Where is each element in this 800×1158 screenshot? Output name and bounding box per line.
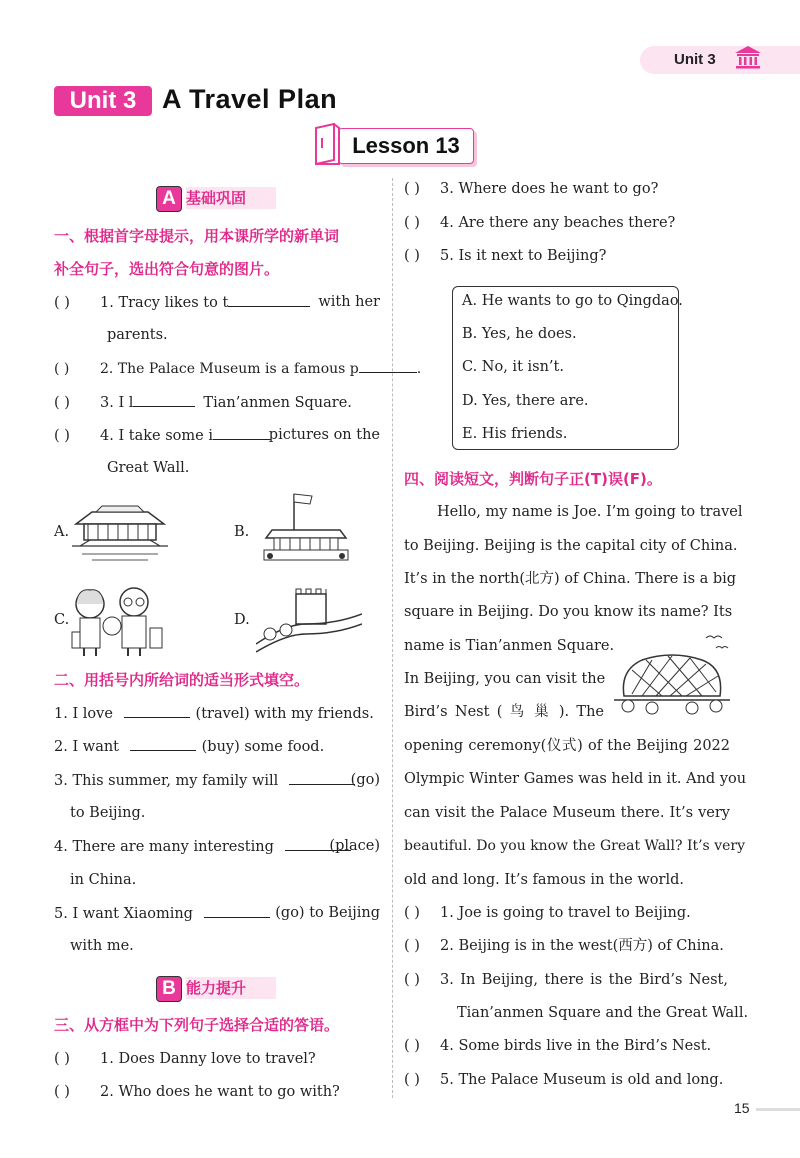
family-travel-image — [70, 584, 166, 660]
passage-line-8: opening ceremony(仪式) of the Beijing 2022 — [404, 738, 730, 754]
answer-paren[interactable]: ( ) — [404, 181, 420, 197]
passage-line-11: beautiful. Do you know the Great Wall? It’s very — [404, 838, 745, 854]
fill-blank[interactable] — [130, 736, 196, 751]
answer-paren[interactable]: ( ) — [404, 215, 420, 231]
part4-s2: ( ) 2. Beijing is in the west(西方) of China. — [404, 938, 724, 954]
part1-q4: ( ) 4. I take some i pictures on the — [54, 427, 380, 444]
part2-heading: 二、用括号内所给词的适当形式填空。 — [54, 671, 310, 689]
part1-q3: ( ) 3. I l Tian’anmen Square. — [54, 392, 352, 413]
unit-badge: Unit 3 — [54, 86, 152, 116]
birds-nest-image — [612, 630, 732, 722]
passage-line-12: old and long. It’s famous in the world. — [404, 872, 684, 888]
answer-paren[interactable]: ( ) — [404, 1072, 420, 1088]
part2-q3: 3. This summer, my family will (go) — [54, 772, 380, 789]
part2-q4-cont: in China. — [70, 872, 137, 888]
part4-s1: ( ) 1. Joe is going to travel to Beijing. — [404, 905, 691, 921]
option-a: A. He wants to go to Qingdao. — [462, 293, 683, 309]
part3-q4: ( ) 4. Are there any beaches there? — [404, 215, 676, 231]
part4-s3: ( ) 3. In Beijing, there is the Bird’s Nest, — [404, 972, 728, 988]
passage-line-10: can visit the Palace Museum there. It’s very — [404, 805, 730, 821]
great-wall-image — [256, 584, 362, 656]
answer-paren[interactable]: ( ) — [404, 1038, 420, 1054]
part2-q5-cont: with me. — [70, 938, 134, 954]
part2-q1: 1. I love (travel) with my friends. — [54, 703, 374, 724]
answer-paren[interactable]: ( ) — [54, 1084, 70, 1100]
part3-q5: ( ) 5. Is it next to Beijing? — [404, 248, 607, 264]
answer-paren[interactable]: ( ) — [404, 905, 420, 921]
fill-blank[interactable] — [124, 703, 190, 718]
fill-blank[interactable] — [359, 358, 417, 373]
section-a-label: 基础巩固 — [186, 187, 276, 209]
part1-q1-cont: parents. — [107, 327, 168, 343]
picture-label-d: D. — [234, 612, 250, 628]
passage-line-3: It’s in the north(北方) of China. There is a big — [404, 571, 737, 587]
answer-paren[interactable]: ( ) — [54, 428, 70, 444]
answer-paren[interactable]: ( ) — [54, 395, 70, 411]
section-a-letter: A — [156, 186, 182, 212]
part3-q3: ( ) 3. Where does he want to go? — [404, 181, 659, 197]
picture-label-c: C. — [54, 612, 70, 628]
part3-heading: 三、从方框中为下列句子选择合适的答语。 — [54, 1016, 340, 1034]
part2-q5: 5. I want Xiaoming (go) to Beijing — [54, 905, 380, 922]
fill-blank[interactable] — [289, 770, 355, 785]
passage-line-2: to Beijing. Beijing is the capital city of China. — [404, 538, 738, 554]
part4-s3-cont: Tian’anmen Square and the Great Wall. — [457, 1005, 749, 1021]
tiananmen-square-image — [256, 490, 356, 566]
part3-q1: ( ) 1. Does Danny love to travel? — [54, 1051, 316, 1067]
part3-q2: ( ) 2. Who does he want to go with? — [54, 1084, 340, 1100]
answer-paren[interactable]: ( ) — [54, 1051, 70, 1067]
column-divider — [392, 178, 393, 1098]
picture-label-a: A. — [54, 524, 70, 540]
part1-heading-line2: 补全句子，选出符合句意的图片。 — [54, 260, 280, 278]
lesson-title — [338, 128, 474, 164]
option-c: C. No, it isn’t. — [462, 359, 564, 375]
part2-q2: 2. I want (buy) some food. — [54, 736, 324, 757]
option-e: E. His friends. — [462, 426, 568, 442]
part1-heading-line1: 一、根据首字母提示，用本课所学的新单词 — [54, 227, 340, 245]
answer-paren[interactable]: ( ) — [404, 972, 420, 988]
part1-q2: ( ) 2. The Palace Museum is a famous p . — [54, 358, 421, 379]
passage-line-6: In Beijing, you can visit the — [404, 671, 606, 687]
passage-line-9: Olympic Winter Games was held in it. And you — [404, 771, 747, 787]
passage-line-5: name is Tian’anmen Square. — [404, 638, 615, 654]
part1-q4-cont: Great Wall. — [107, 460, 190, 476]
answer-paren[interactable]: ( ) — [404, 938, 420, 954]
part4-s4: ( ) 4. Some birds live in the Bird’s Nest. — [404, 1038, 712, 1054]
lesson-label: Lesson 13 — [352, 133, 460, 158]
part2-q4: 4. There are many interesting (place) — [54, 838, 380, 855]
part2-q3-cont: to Beijing. — [70, 805, 146, 821]
part4-s5: ( ) 5. The Palace Museum is old and long. — [404, 1072, 724, 1088]
fill-blank[interactable] — [228, 292, 310, 307]
answer-paren[interactable]: ( ) — [54, 295, 70, 311]
part4-heading: 四、阅读短文，判断句子正(T)误(F)。 — [404, 470, 662, 488]
picture-label-b: B. — [234, 524, 250, 540]
fill-blank[interactable] — [133, 392, 195, 407]
section-b-letter: B — [156, 976, 182, 1002]
footer-bar — [756, 1108, 800, 1111]
page-number: 15 — [734, 1100, 750, 1116]
option-d: D. Yes, there are. — [462, 393, 589, 409]
option-b: B. Yes, he does. — [462, 326, 577, 342]
part1-q1: ( ) 1. Tracy likes to t with her — [54, 294, 380, 311]
fill-blank[interactable] — [204, 903, 270, 918]
passage-line-1: Hello, my name is Joe. I’m going to travel — [437, 504, 743, 520]
fill-blank[interactable] — [213, 425, 271, 440]
temple-icon — [733, 44, 763, 70]
passage-line-7: Bird’s Nest ( 鸟 巢 ). The — [404, 704, 604, 720]
section-b-label: 能力提升 — [186, 977, 276, 999]
answer-paren[interactable]: ( ) — [54, 361, 70, 377]
header-tab — [640, 46, 800, 74]
palace-museum-image — [72, 494, 168, 564]
unit-title: A Travel Plan — [162, 84, 338, 114]
passage-line-4: square in Beijing. Do you know its name? Its — [404, 604, 733, 620]
answer-paren[interactable]: ( ) — [404, 248, 420, 264]
header-unit-label: Unit 3 — [674, 51, 716, 68]
